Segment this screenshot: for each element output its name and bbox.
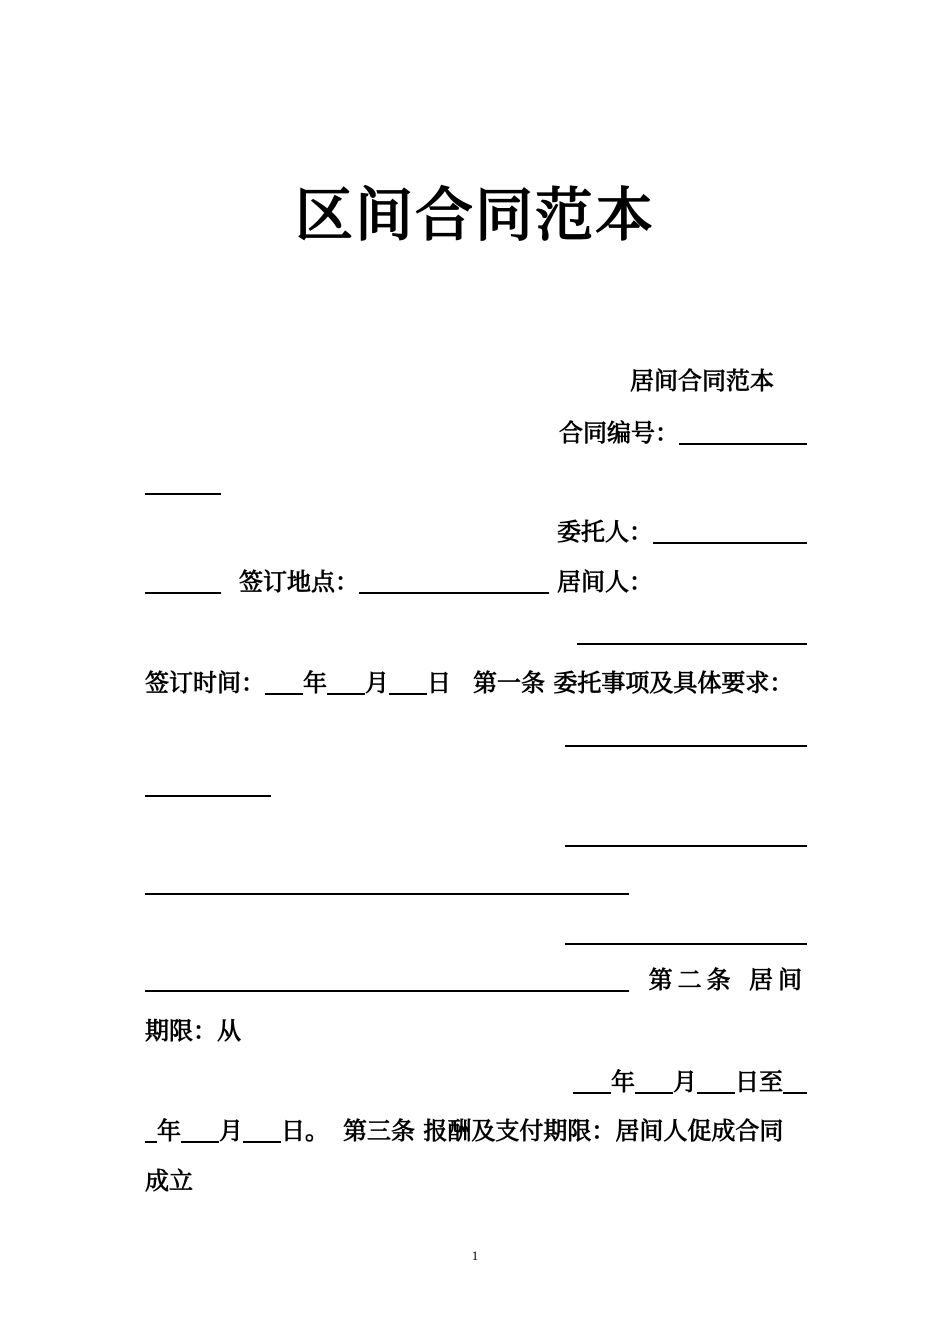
broker-label: 居间人： [557,567,653,596]
period-date-line [145,1065,807,1099]
subtitle: 居间合同范本 [630,366,774,395]
year-label: 年 [303,668,327,697]
article-2-period-line: 期限：从 [145,1016,241,1045]
article-1-blank-line-2 [145,768,807,802]
broker-blank-line [145,616,807,650]
document-title: 区间合同范本 [294,181,655,249]
to-day-blank [243,1117,281,1143]
month-label: 月 [219,1116,243,1145]
article-1-blank-6 [145,966,629,992]
article-1-blank-line-1 [145,718,807,752]
client-blank-cont [145,568,221,594]
article-1-blank-2 [145,771,271,797]
article-1-blank-line-5 [145,916,807,950]
sign-time-label: 签订时间： [145,668,265,697]
month-label: 月 [673,1067,697,1096]
article-1-blank-4 [145,869,629,895]
article-3-line [145,1114,807,1148]
to-year-blank-cont [145,1117,157,1143]
from-year-blank [573,1068,611,1094]
article-2-line [145,963,807,997]
article-3-continued: 成立 [145,1166,193,1195]
article-1-blank-5 [565,919,807,945]
sign-place-label: 签订地点： [239,567,359,596]
to-year-blank [783,1068,807,1094]
client-line [145,515,807,549]
sign-month-blank [327,669,365,695]
article-1-blank-1 [565,721,807,747]
day-end-label: 日。 [281,1116,329,1145]
from-month-blank [635,1068,673,1094]
contract-number-label: 合同编号： [559,418,679,447]
year-label: 年 [157,1116,181,1145]
contract-number-line [145,416,807,450]
article-1-blank-line-4 [145,866,807,900]
client-label: 委托人： [557,517,653,546]
to-month-blank [181,1117,219,1143]
article-2: 第二条 居间 [648,965,807,994]
contract-number-blank [679,419,807,445]
article-1-blank-line-3 [145,818,807,852]
day-to-label: 日至 [735,1067,783,1096]
year-label: 年 [611,1067,635,1096]
sign-year-blank [265,669,303,695]
client-blank [653,518,807,544]
sign-time-line [145,666,807,700]
sign-place-line [145,565,807,599]
contract-number-blank-cont-line [145,466,807,500]
day-label: 日 [427,668,451,697]
contract-number-blank-cont [145,469,221,495]
sign-day-blank [389,669,427,695]
month-label: 月 [365,668,389,697]
article-3: 第三条 报酬及支付期限：居间人促成合同 [343,1116,784,1145]
broker-blank [577,619,807,645]
from-day-blank [697,1068,735,1094]
article-1-blank-3 [565,821,807,847]
sign-place-blank [359,568,549,594]
page-number: 1 [471,1248,479,1263]
article-1: 第一条 委托事项及具体要求： [473,668,794,697]
